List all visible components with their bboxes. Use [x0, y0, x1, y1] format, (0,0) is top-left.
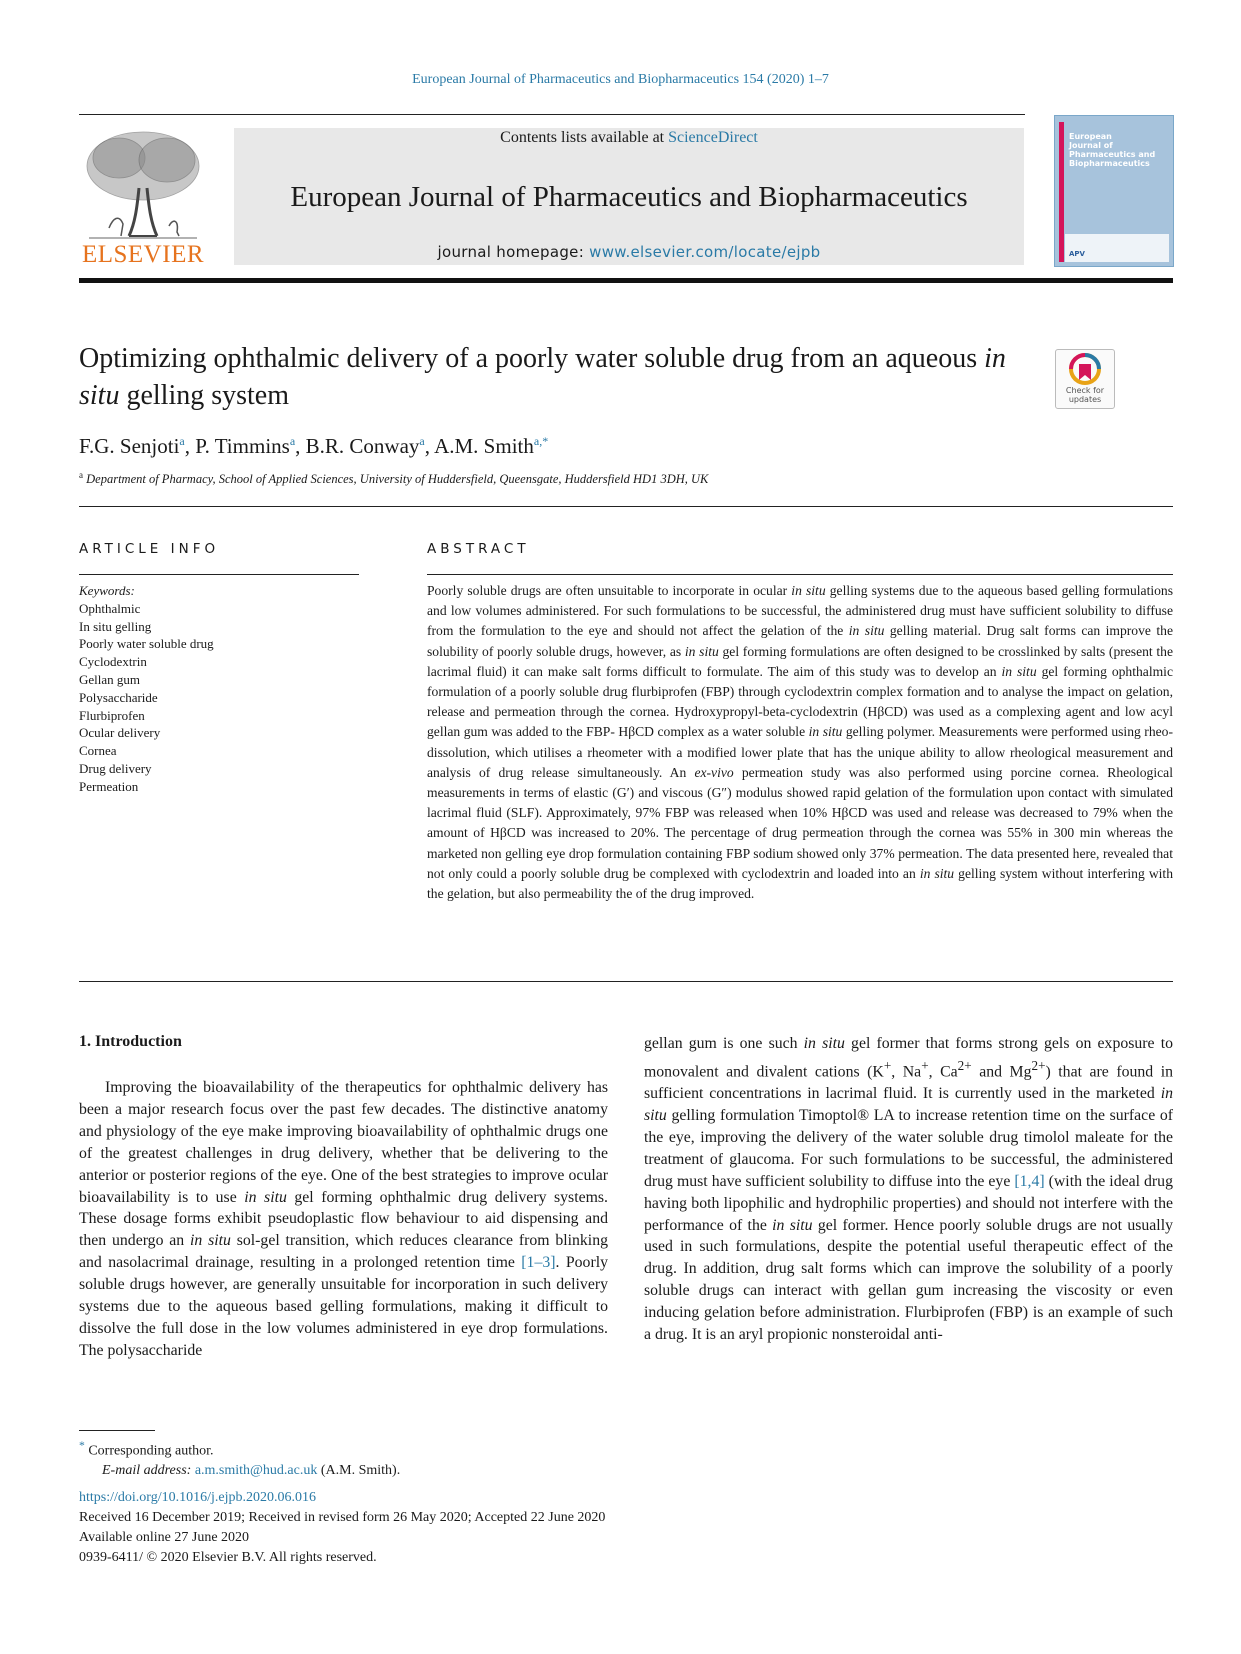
contents-line: [234, 128, 1024, 148]
sciencedirect-link[interactable]: ScienceDirect: [668, 129, 758, 146]
text-run: gellan gum is one such: [644, 1035, 804, 1052]
text-run: Poorly soluble drugs are often unsuitable to incorporate in ocular: [427, 583, 792, 598]
check-updates-icon: [1056, 350, 1114, 388]
text-run: permeation study was also performed using porcine cornea. Rheological measurements in terms of elastic (G′) and viscous (G″) modulus showed rapid gelation of the formulation upon contact with simulated lacrimal fluid (SLF). Approximately, 97% FBP was released when 10% HβCD was used and release was decreased to 79% when the amount of HβCD was increased to 20%. The percentage of drug permeation through the cornea was 55% in 300 min whereas the marketed non gelling eye drop formulation containing FBP sodium showed only 37% permeation. The data presented here, revealed that not only could a poorly soluble drug be complexed with cyclodextrin and loaded into an: [427, 764, 1173, 881]
text-run: , Ca: [928, 1063, 958, 1081]
superscript: +: [921, 1057, 929, 1073]
introduction-right-column: [644, 1033, 1173, 1346]
cover-title-line: Pharmaceutics and: [1069, 150, 1156, 159]
header-divider: [79, 506, 1173, 507]
check-for-updates-label: [1056, 386, 1114, 404]
footnote-divider: [79, 1430, 155, 1431]
italic-term: ex-vivo: [694, 764, 734, 780]
doi-link[interactable]: https://doi.org/10.1016/j.ejpb.2020.06.016: [79, 1490, 316, 1505]
article-title: [79, 340, 1019, 414]
footnote-marker: *: [79, 1439, 85, 1452]
article-info-heading: ARTICLE INFO: [79, 541, 220, 557]
keyword: Polysaccharide: [79, 689, 158, 705]
introduction-heading: 1. Introduction: [79, 1033, 182, 1050]
italic-term: in situ: [919, 865, 955, 881]
author-affiliation-marker[interactable]: a,*: [533, 434, 549, 448]
keyword: Cyclodextrin: [79, 654, 147, 670]
keyword: Flurbiprofen: [79, 707, 145, 723]
received-dates: Received 16 December 2019; Received in revised form 26 May 2020; Accepted 22 June 2020: [79, 1510, 606, 1525]
publication-info: [79, 1488, 605, 1568]
author-separator: ,: [184, 434, 196, 458]
text-run: gel forming ophthalmic formulation of a poorly soluble drug flurbiprofen (FBP) through cyclodextrin complex formation and to analyse the impact on gelation, release and permeation through the cornea. Hydroxypropyl-beta-cyclodextrin (HβCD) was used as a complexing agent and low acyl gellan gum was added to the FBP- HβCD complex as a water soluble: [427, 663, 1173, 740]
homepage-link[interactable]: www.elsevier.com/locate/ejpb: [589, 243, 821, 261]
author-name[interactable]: P. Timmins: [195, 434, 290, 458]
keywords-list: [79, 582, 214, 796]
author-separator: ,: [295, 434, 306, 458]
italic-term: in situ: [190, 1232, 231, 1250]
title-part: Optimizing ophthalmic delivery of a poorly water soluble drug from an aqueous: [79, 343, 985, 374]
contents-prefix: Contents lists available at: [500, 129, 669, 146]
italic-term: in situ: [791, 583, 826, 598]
keyword-items: [79, 600, 214, 796]
text-run: gelling material. Drug salt forms can improve the solubility of poorly soluble drugs, however, as: [427, 623, 1173, 659]
text-run: . Poorly soluble drugs however, are generally unsuitable for incorporation in such delivery systems due to the aqueous based gelling formulations, making it difficult to dissolve the full dose in the low volumes administered in eye drop formulations. The polysaccharide: [79, 1254, 608, 1359]
abstract-heading: ABSTRACT: [427, 541, 530, 557]
title-italic: in situ: [79, 343, 1006, 411]
affiliation-marker: a: [79, 470, 83, 480]
homepage-prefix: journal homepage:: [437, 243, 590, 261]
cover-title-line: Biopharmaceutics: [1069, 159, 1150, 168]
check-for-updates-button[interactable]: [1055, 349, 1115, 409]
check-label-line: updates: [1068, 395, 1102, 404]
footnotes: [79, 1436, 400, 1480]
keyword: Gellan gum: [79, 671, 141, 687]
journal-banner: [234, 128, 1024, 265]
elsevier-wordmark: ELSEVIER: [81, 241, 205, 268]
email-line: [79, 1461, 400, 1480]
text-run: and Mg: [971, 1063, 1032, 1081]
italic-term: in situ: [644, 1085, 1173, 1124]
affiliation-text: Department of Pharmacy, School of Applied Sciences, University of Huddersfield, Queensgate, Huddersfield HD1 3DH, UK: [86, 472, 709, 487]
superscript: 2+: [957, 1057, 972, 1073]
citation-link[interactable]: [1,4]: [1014, 1172, 1045, 1190]
keyword: In situ gelling: [79, 618, 152, 634]
running-head[interactable]: European Journal of Pharmaceutics and Biopharmaceutics 154 (2020) 1–7: [412, 72, 829, 87]
keyword: Permeation: [79, 778, 139, 794]
masthead-divider: [79, 278, 1173, 283]
check-label-line: Check for: [1065, 386, 1105, 395]
introduction-left-column: [79, 1077, 608, 1362]
abstract-divider: [427, 574, 1173, 575]
affiliation: [79, 470, 708, 487]
italic-term: in situ: [684, 643, 719, 659]
email-label: E-mail address:: [102, 1462, 192, 1478]
keyword: Cornea: [79, 743, 117, 759]
author-affiliation-marker[interactable]: a: [419, 434, 425, 448]
text-run: gelling polymer. Measurements were performed using rheo-dissolution, which utilises a rheometer with a modified lower plate that has the unique ability to allow rheological measurement and analysis of drug release simultaneously. An: [427, 724, 1173, 780]
online-date: Available online 27 June 2020: [79, 1530, 250, 1545]
italic-term: in situ: [1001, 663, 1037, 679]
keywords-label: Keywords:: [79, 583, 135, 598]
title-part: gelling system: [119, 380, 290, 411]
copyright: 0939-6411/ © 2020 Elsevier B.V. All rights reserved.: [79, 1550, 377, 1565]
text-run: gelling formulation Timoptol® LA to increase retention time on the surface of the eye, improving the delivery of the water soluble drug timolol maleate for the treatment of glaucoma. For such formulations to be successful, the administered drug must have sufficient solubility to diffuse into the eye: [644, 1106, 1173, 1190]
text-run: sol-gel transition, which reduces clearance from blinking and nasolacrimal drainage, resulting in a prolonged retention time: [79, 1232, 608, 1272]
homepage-line: [234, 242, 1024, 262]
email-suffix: (A.M. Smith).: [317, 1462, 401, 1478]
journal-name: European Journal of Pharmaceutics and Biopharmaceutics: [290, 181, 968, 213]
author-affiliation-marker[interactable]: a: [179, 434, 185, 448]
top-divider: [79, 114, 1025, 115]
author-name[interactable]: F.G. Senjoti: [79, 434, 180, 458]
cover-title: [1069, 132, 1169, 168]
author-name[interactable]: B.R. Conway: [305, 434, 420, 458]
italic-term: in situ: [803, 1035, 845, 1052]
keyword: Drug delivery: [79, 760, 152, 776]
superscript: +: [883, 1057, 892, 1073]
text-run: , Na: [891, 1063, 922, 1081]
text-run: gelling systems due to the aqueous based gelling formulations and low volumes administered. For such formulations to be successful, the administered drug must have sufficient solubility to diffuse from the formulation to the eye and should not affect the gelation of the: [427, 583, 1174, 639]
text-run: ) that are found in sufficient concentrations in lacrimal fluid. It is currently used in the marketed: [644, 1063, 1174, 1103]
italic-term: in situ: [848, 623, 885, 639]
cover-title-line: Journal of: [1069, 141, 1113, 150]
italic-term: in situ: [244, 1188, 287, 1206]
corresponding-label: Corresponding author.: [88, 1443, 214, 1459]
text-run: gel forming ophthalmic drug delivery systems. These dosage forms exhibit pseudoplastic flow behaviour to aid dispensing and then undergo an: [79, 1188, 608, 1250]
cover-title-line: European: [1069, 132, 1112, 141]
author-separator: ,: [424, 434, 435, 458]
author-affiliation-marker[interactable]: a: [289, 434, 296, 448]
text-run: gel forming formulations are often designed to be crosslinked by salts (present the lacrimal fluid) it can make salt forms difficult to formulate. The aim of this study was to develop an: [427, 643, 1173, 679]
text-run: gel former. Hence poorly soluble drugs are not usually used in such formulations, despite the potential useful therapeutic effect of the drug. In addition, drug salt forms which can improve the solubility of a poorly soluble drugs can interact with gellan gum increasing the viscosity or even inducing gelation before administration. Flurbiprofen (FBP) is an example of such a drug. It is an aryl propionic nonsteroidal anti-: [644, 1216, 1173, 1344]
journal-cover-thumbnail[interactable]: [1054, 115, 1174, 267]
cover-accent-bar: [1059, 122, 1064, 262]
text-run: (with the ideal drug having both lipophilic and hydrophilic properties) and should not interfere with the performance of the: [644, 1172, 1173, 1234]
superscript: 2+: [1031, 1057, 1046, 1073]
author-list: [79, 427, 548, 460]
text-run: gelling system without interfering with the gelation, but also permeability the of the drug improved.: [427, 865, 1173, 902]
text-run: gel former that forms strong gels on exposure to monovalent and divalent cations (K: [644, 1035, 1173, 1081]
keyword: Ocular delivery: [79, 725, 161, 741]
author-name[interactable]: A.M. Smith: [434, 434, 534, 458]
text-run: Improving the bioavailability of the therapeutics for ophthalmic delivery has been a major research focus over the past few decades. The distinctive anatomy and physiology of the eye make improving bioavailability of ophthalmic drugs one of the greatest challenges in drug delivery, whether that be delivering to the anterior or posterior regions of the eye. One of the best strategies to improve ocular bioavailability is to use: [79, 1079, 608, 1206]
article-info-divider: [79, 574, 359, 575]
italic-term: in situ: [808, 724, 843, 740]
citation-link[interactable]: [1–3]: [521, 1254, 556, 1272]
cover-apv-mark: APV: [1069, 250, 1085, 258]
email-link[interactable]: a.m.smith@hud.ac.uk: [194, 1462, 318, 1478]
keyword: Ophthalmic: [79, 600, 141, 616]
keyword: Poorly water soluble drug: [79, 636, 214, 652]
italic-term: in situ: [772, 1216, 813, 1234]
abstract-bottom-divider: [79, 981, 1173, 982]
corresponding-author-note: [79, 1436, 400, 1461]
abstract-text: [427, 581, 1173, 904]
